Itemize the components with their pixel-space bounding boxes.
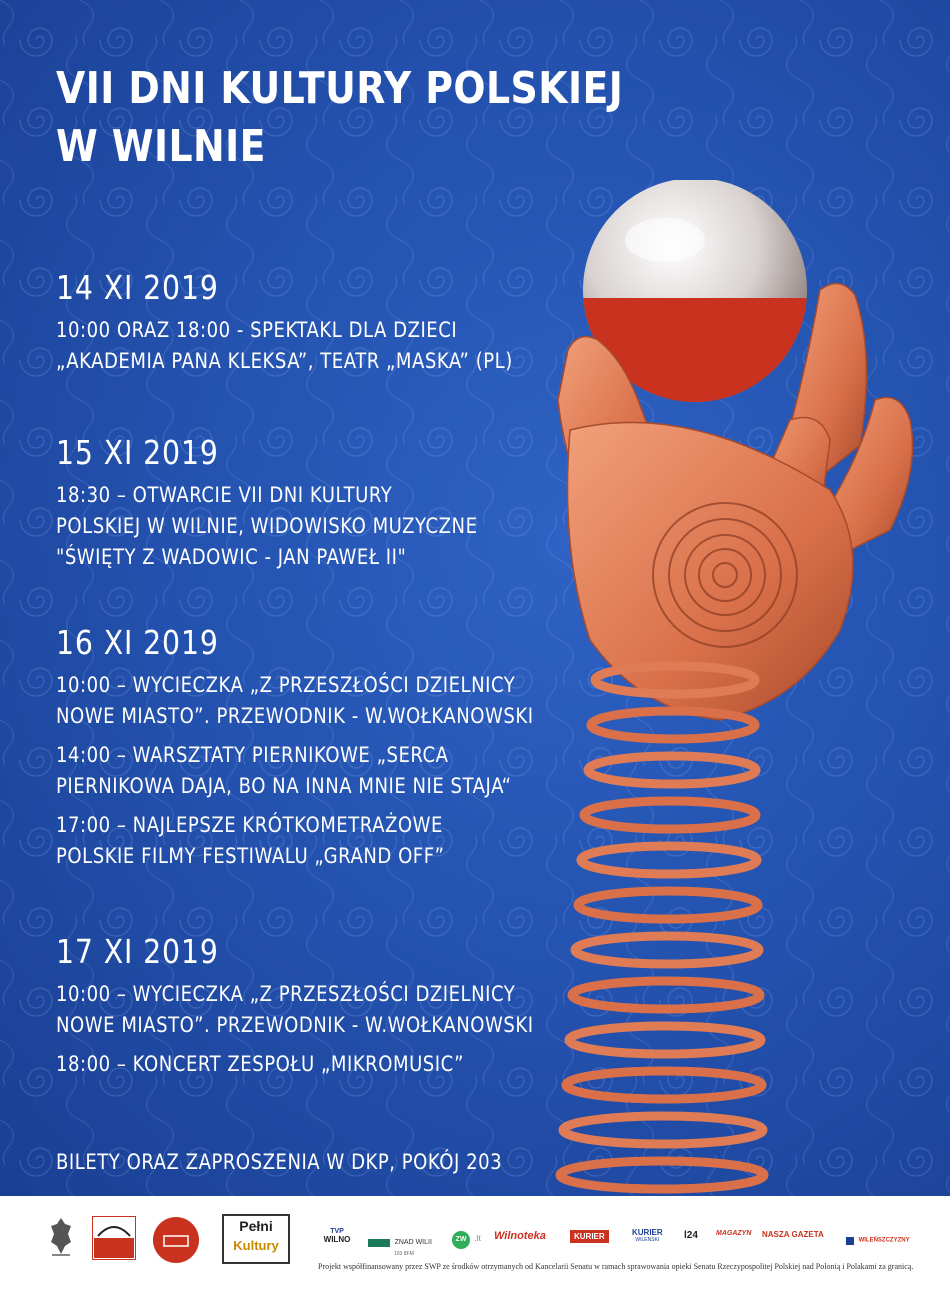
l24-logo: l24 [684, 1230, 698, 1241]
title-line-2: W WILNIE [56, 121, 266, 172]
event-line: 10:00 ORAZ 18:00 - SPEKTAKL DLA DZIECI [56, 318, 458, 342]
day-date: 15 XI 2019 [56, 433, 219, 472]
znad-wilii-logo [368, 1232, 432, 1257]
senate-eagle-logo [48, 1216, 74, 1260]
zw-lt-logo [452, 1226, 481, 1249]
event-item [56, 480, 478, 573]
day-block [56, 623, 611, 880]
wilnoteka-logo: Wilnoteka [494, 1230, 546, 1242]
event-line: 14:00 – WARSZTATY PIERNIKOWE „SERCA [56, 743, 449, 767]
event-item [56, 810, 534, 872]
tvp-text: TVP [330, 1228, 344, 1235]
tickets-info: BILETY ORAZ ZAPROSZENIA W DKP, POKÓJ 203 [56, 1150, 503, 1174]
event-line: PIERNIKOWA DAJA, BO NA INNA MNIE NIE STAJA“ [56, 774, 512, 798]
day-block [56, 932, 611, 1088]
tygodnik-text: WILEŃSZCZYZNY [858, 1237, 910, 1244]
sponsor-footer [0, 1196, 950, 1304]
zw-mark: ZW [452, 1231, 470, 1249]
poster-title [56, 60, 658, 176]
event-item [56, 315, 513, 377]
event-line: POLSKIEJ W WILNIE, WIDOWISKO MUZYCZNE [56, 514, 478, 538]
event-line: „AKADEMIA PANA KLEKSA”, TEATR „MASKA” (PL) [56, 349, 513, 373]
funding-disclaimer: Projekt współfinansowany przez SWP ze środków otrzymanych od Kancelarii Senatu w ramach sprawowania opieki Senatu Rzeczypospolitej Polskiej nad Polonią i Polakami za granicą. [318, 1262, 914, 1271]
pelni-kultury-logo [222, 1214, 290, 1264]
day-date: 14 XI 2019 [56, 268, 219, 307]
event-line: NOWE MIASTO”. PRZEWODNIK - W.WOŁKANOWSKI [56, 1013, 534, 1037]
event-item [56, 740, 534, 802]
event-line: 18:30 – OTWARCIE VII DNI KULTURY [56, 483, 393, 507]
event-line: POLSKIE FILMY FESTIWALU „GRAND OFF” [56, 844, 445, 868]
day-block [56, 268, 587, 385]
event-line: NOWE MIASTO”. PRZEWODNIK - W.WOŁKANOWSKI [56, 704, 534, 728]
kurier-text: KURIER [632, 1228, 663, 1237]
event-item [56, 670, 534, 732]
pelni-text: Pełni [239, 1218, 273, 1234]
event-item [56, 979, 534, 1041]
event-line: "ŚWIĘTY Z WADOWIC - JAN PAWEŁ II" [56, 545, 407, 569]
event-line: 10:00 – WYCIECZKA „Z PRZESZŁOŚCI DZIELNICY [56, 673, 516, 697]
kurier-wilenski-logo [632, 1228, 663, 1243]
event-line: 18:00 – KONCERT ZESPOŁU „MIKROMUSIC” [56, 1052, 464, 1076]
tvp-wilno-logo [320, 1228, 354, 1244]
day-date: 16 XI 2019 [56, 623, 219, 662]
kurier-logo: KURIER [570, 1230, 609, 1243]
znad-wilii-mark [368, 1239, 390, 1247]
tygodnik-mark [846, 1237, 854, 1245]
wspolnota-polska-logo [92, 1216, 136, 1260]
zw-lt-text: .lt [474, 1234, 481, 1243]
dom-kultury-logo [152, 1216, 200, 1264]
event-item [56, 1049, 534, 1080]
title-line-1: VII DNI KULTURY POLSKIEJ [56, 63, 624, 114]
event-line: 17:00 – NAJLEPSZE KRÓTKOMETRAŻOWE [56, 813, 443, 837]
day-date: 17 XI 2019 [56, 932, 219, 971]
kultury-text: Kultury [233, 1238, 279, 1253]
znad-wilii-text: ZNAD WILII [394, 1239, 432, 1246]
day-block [56, 433, 546, 581]
nasza-gazeta-logo: NASZA GAZETA [762, 1230, 824, 1239]
event-line: 10:00 – WYCIECZKA „Z PRZESZŁOŚCI DZIELNICY [56, 982, 516, 1006]
tygodnik-logo [846, 1230, 910, 1249]
znad-wilii-freq: 103 8FM [394, 1251, 414, 1257]
wilenski-text: WILEŃSKI [635, 1237, 660, 1243]
wilno-text: WILNO [323, 1235, 351, 1244]
magazyn-logo: MAGAZYN [716, 1230, 752, 1237]
